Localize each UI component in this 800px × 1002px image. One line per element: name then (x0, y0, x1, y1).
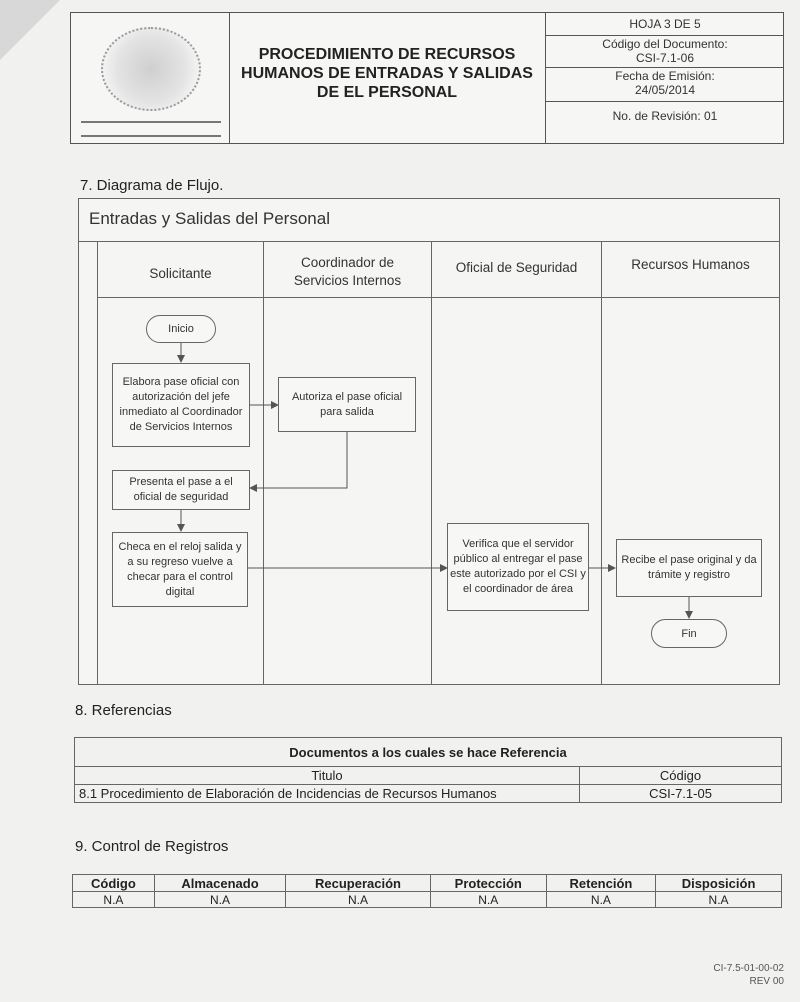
table-row (75, 785, 782, 803)
logo-caption-lines (81, 121, 221, 137)
section-8-title: 8. Referencias (75, 702, 172, 719)
footer-code: CI-7.5-01-00-02 (713, 963, 784, 974)
value-almacenado: N.A (154, 892, 285, 908)
references-table (74, 737, 782, 803)
section-7-title: 7. Diagrama de Flujo. (80, 177, 224, 194)
doc-code: CSI-7.1-06 (635, 51, 695, 65)
step-autoriza-pase: Autoriza el pase oficial para salida (278, 377, 416, 432)
end-terminator: Fin (651, 619, 727, 648)
national-seal-logo (101, 27, 201, 111)
lane-header-recursos-humanos: Recursos Humanos (631, 257, 750, 272)
records-control-table (72, 874, 782, 908)
page-fold-corner (0, 0, 60, 60)
step-verifica-pase: Verifica que el servidor público al entregar el pase este autorizado por el CSI y el coordinador de área (447, 523, 589, 611)
table-row (73, 892, 782, 908)
logo-cell (71, 13, 230, 143)
footer-revision: REV 00 (749, 976, 784, 987)
value-recuperacion: N.A (286, 892, 431, 908)
step-elabora-pase: Elabora pase oficial con autorización del jefe inmediato al Coordinador de Servicios Internos (112, 363, 250, 447)
lane-header-solicitante: Solicitante (149, 266, 212, 281)
section-9-title: 9. Control de Registros (75, 838, 229, 855)
start-terminator: Inicio (146, 315, 216, 343)
title-line-1: PROCEDIMIENTO DE RECURSOS (258, 46, 516, 63)
value-disposicion: N.A (656, 892, 782, 908)
value-codigo: N.A (73, 892, 155, 908)
document-header (70, 12, 784, 144)
column-retencion: Retención (546, 875, 655, 892)
flow-diagram (78, 198, 780, 685)
column-proteccion: Protección (430, 875, 546, 892)
reference-code: CSI-7.1-05 (580, 785, 782, 803)
issue-date: 24/05/2014 (634, 83, 696, 97)
column-titulo: Titulo (75, 767, 580, 785)
column-almacenado: Almacenado (154, 875, 285, 892)
value-retencion: N.A (546, 892, 655, 908)
step-presenta-pase: Presenta el pase a el oficial de seguridad (112, 470, 250, 510)
lane-header-oficial: Oficial de Seguridad (455, 260, 578, 275)
lane-header-coordinador: Coordinador de Servicios Internos (293, 255, 402, 288)
title-line-2: HUMANOS DE ENTRADAS Y SALIDAS (241, 65, 533, 82)
step-checa-reloj: Checa en el reloj salida y a su regreso vuelve a checar para el control digital (112, 532, 248, 607)
sheet-number: HOJA 3 DE 5 (629, 17, 701, 31)
reference-title: 8.1 Procedimiento de Elaboración de Incidencias de Recursos Humanos (75, 785, 580, 803)
document-meta (545, 13, 784, 143)
value-proteccion: N.A (430, 892, 546, 908)
flow-diagram-title: Entradas y Salidas del Personal (89, 209, 330, 228)
column-recuperacion: Recuperación (286, 875, 431, 892)
step-recibe-pase: Recibe el pase original y da trámite y registro (616, 539, 762, 597)
issue-date-label: Fecha de Emisión: (615, 69, 715, 83)
document-title (231, 45, 543, 102)
column-codigo: Código (580, 767, 782, 785)
column-codigo: Código (73, 875, 155, 892)
doc-code-label: Código del Documento: (602, 37, 728, 51)
title-line-3: DE EL PERSONAL (316, 84, 458, 101)
revision-number: No. de Revisión: 01 (612, 109, 718, 123)
references-table-title: Documentos a los cuales se hace Referencia (75, 738, 782, 767)
column-disposicion: Disposición (656, 875, 782, 892)
page-footer (713, 962, 784, 988)
